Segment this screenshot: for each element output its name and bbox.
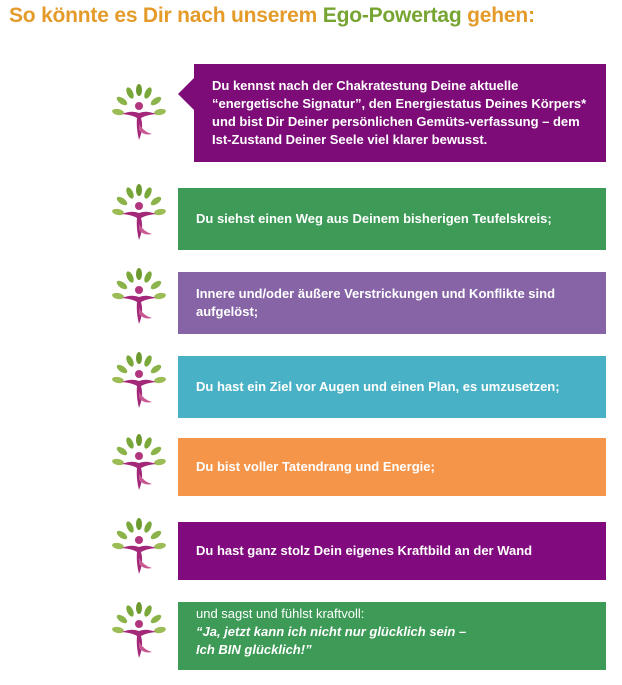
list-item bbox=[108, 64, 606, 162]
tree-person-icon bbox=[110, 352, 168, 414]
tree-person-icon bbox=[110, 518, 168, 580]
statement-box bbox=[178, 188, 606, 250]
list-item bbox=[108, 438, 606, 496]
statement-text: Innere und/oder äußere Verstrickungen und Konflikte sind aufgelöst; bbox=[196, 286, 556, 319]
title-part-3: gehen: bbox=[461, 4, 535, 27]
tree-person-icon bbox=[110, 268, 168, 330]
statement-text: Du hast ganz stolz Dein eigenes Kraftbild an der Wand bbox=[196, 543, 533, 558]
quote-emphasis: glücklich sein bbox=[369, 624, 456, 639]
list-item bbox=[108, 522, 606, 580]
list-item bbox=[108, 272, 606, 334]
statement-text: Du kennst nach der Chakratestung Deine aktuelle “energetische Signatur”, den Energiestatus Deines Körpers* und bist Dir Deiner persönlichen Gemüts-verfassung – dem Ist-Zustand Deiner Seele viel klarer bewusst. bbox=[212, 78, 587, 147]
statement-text: Du hast ein Ziel vor Augen und einen Plan, es umzusetzen; bbox=[196, 379, 560, 394]
tree-person-icon bbox=[110, 602, 168, 664]
statement-box bbox=[178, 602, 606, 670]
list-item bbox=[108, 602, 606, 670]
quote-part: “Ja, jetzt kann ich nicht nur bbox=[196, 624, 370, 639]
statement-box bbox=[178, 272, 606, 334]
statement-quote bbox=[196, 623, 594, 641]
statement-box bbox=[178, 438, 606, 496]
list-item bbox=[108, 356, 606, 418]
statement-box bbox=[194, 64, 606, 162]
statement-box bbox=[178, 522, 606, 580]
tree-person-icon bbox=[110, 434, 168, 496]
statement-text: Du siehst einen Weg aus Deinem bisherigen Teufelskreis; bbox=[196, 211, 552, 226]
statement-quote-line-2: Ich BIN glücklich!” bbox=[196, 642, 312, 657]
title-brand: Ego-Powertag bbox=[322, 4, 462, 27]
list-item bbox=[108, 188, 606, 250]
title-part-1: So könnte es Dir nach unserem bbox=[9, 4, 323, 27]
statement-intro: und sagst und fühlst kraftvoll: bbox=[196, 606, 365, 621]
tree-person-icon bbox=[110, 184, 168, 246]
statement-box bbox=[178, 356, 606, 418]
tree-person-icon bbox=[110, 84, 168, 146]
page-title bbox=[9, 4, 535, 28]
quote-part-end: – bbox=[455, 624, 467, 639]
statement-text: Du bist voller Tatendrang und Energie; bbox=[196, 459, 435, 474]
